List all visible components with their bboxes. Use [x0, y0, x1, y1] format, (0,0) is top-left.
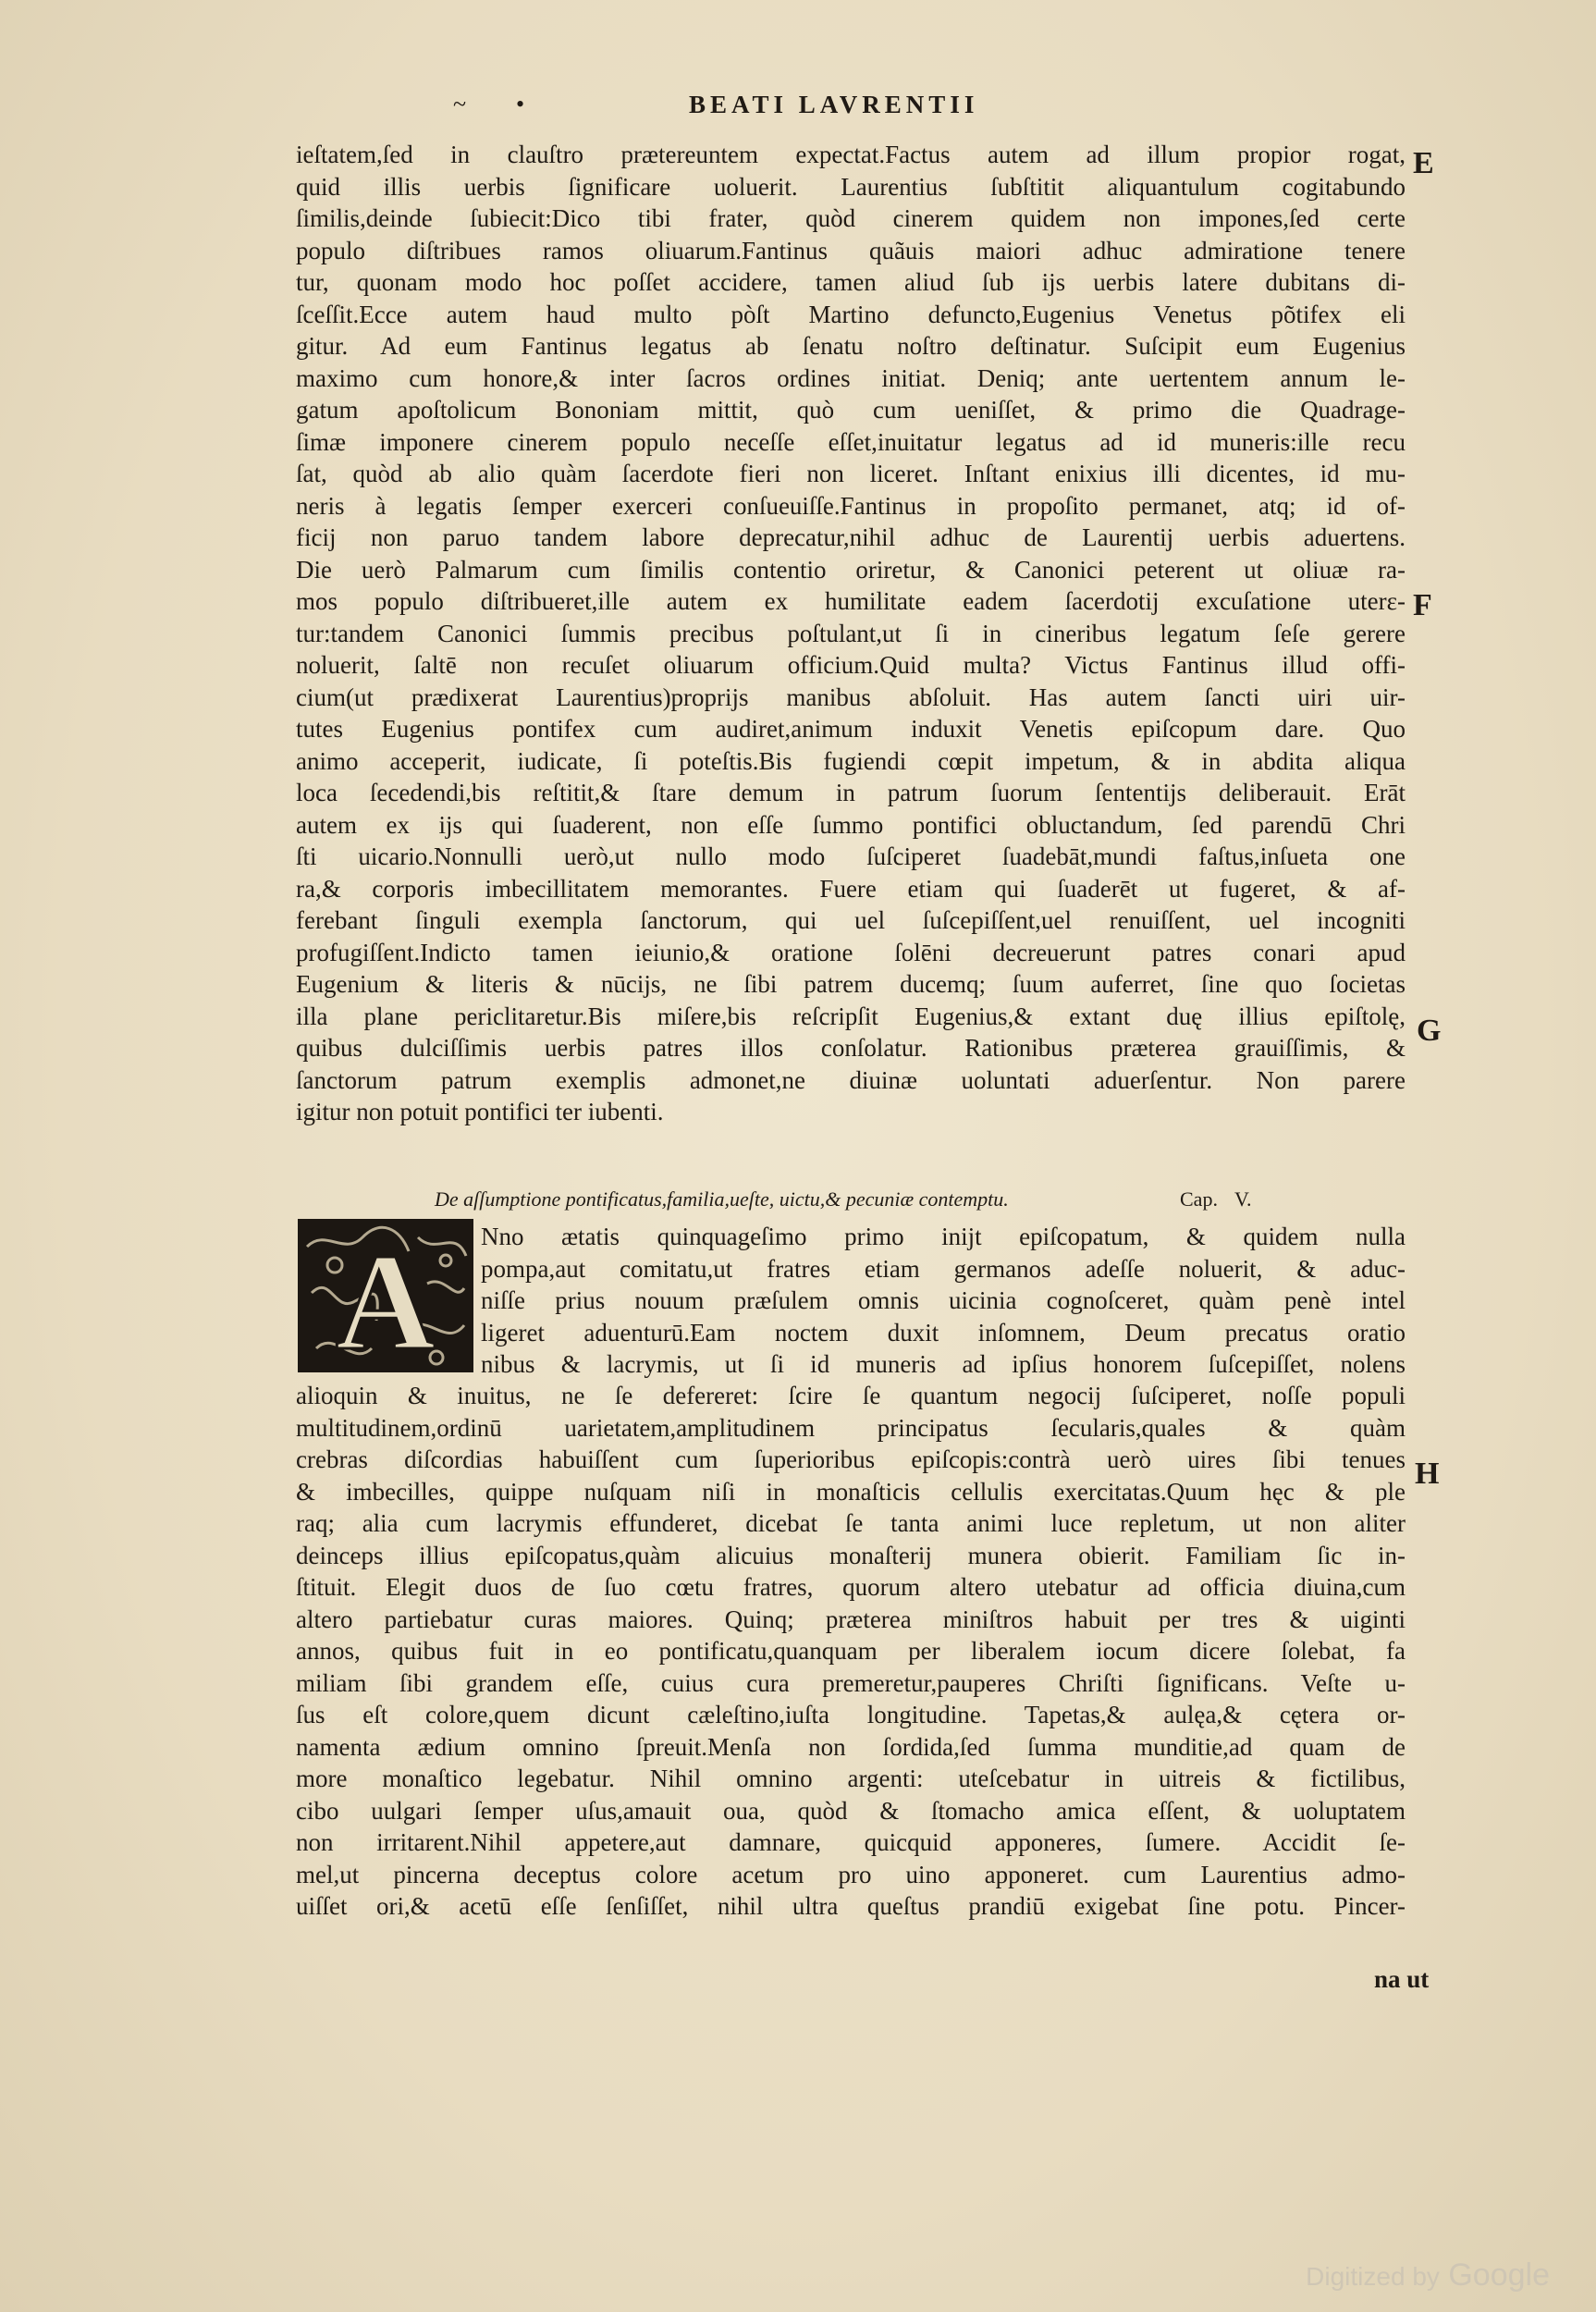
text-line: ſat, quòd ab alio quàm ſacerdote fieri non liceret. Inſtant enixius illi dicentes, id mu-	[296, 460, 1406, 487]
chapter-text	[296, 1380, 1406, 1923]
text-line: maximo cum honore,& inter ſacros ordines initiat. Deniq; ante uertentem annum le-	[296, 363, 1406, 392]
margin-letter-h: H	[1415, 1457, 1440, 1491]
text-line: ſimæ imponere cinerem populo neceſſe eſſet,inuitatur legatus ad id muneris:ille recu	[296, 427, 1406, 456]
text-line: miliam ſibi grandem eſſe, cuius cura premeretur,pauperes Chriſti ſignificans. Veſte u-	[296, 1668, 1406, 1697]
text-line: cibo uulgari ſemper uſus,amauit oua, quòd & ſtomacho amica eſſent, & uoluptatem	[296, 1796, 1406, 1825]
text-line: Eugenium & literis & nūcijs, ne ſibi patrem ducemq; ſuum auferret, ſine quo ſocietas	[296, 970, 1406, 998]
text-line: ſimilis,deinde ſubiecit:Dico tibi frater, quòd cinerem quidem non impones,ſed certe	[296, 204, 1406, 232]
decorated-initial-art	[298, 1219, 473, 1372]
text-line: crebras diſcordias habuiſſent cum ſuperioribus epiſcopis:contrà uerò uires ſibi tenues	[296, 1445, 1406, 1473]
text-line: & imbecilles, quippe nuſquam niſi in monaſticis cellulis exercitatas.Quum hęc & ple	[296, 1477, 1406, 1506]
chapter-heading	[435, 1187, 1359, 1211]
text-line: profugiſſent.Indicto tamen ieiunio,& oratione ſolēni decreuerunt patres conari apud	[296, 938, 1406, 966]
text-line: quibus dulciſſimis uerbis patres illos conſolatur. Rationibus præterea grauiſſimis, &	[296, 1034, 1406, 1062]
text-line: ſceſſit.Ecce autem haud multo pòſt Martino defuncto,Eugenius Venetus põtifex eli	[296, 300, 1406, 328]
text-line: loca ſecedendi,bis reſtitit,& ſtare demum in patrum ſuorum ſententijs deliberauit. Erāt	[296, 779, 1406, 806]
text-line: namenta ædium omnino ſpreuit.Menſa non ſordida,ſed ſumma munditie,ad quam de	[296, 1732, 1406, 1761]
text-line: ferebant ſinguli exempla ſanctorum, qui uel ſuſcepiſſent,uel renuiſſent, uel incogniti	[296, 906, 1406, 934]
watermark-brand: Google	[1448, 2257, 1550, 2293]
chapter-opening-text	[481, 1221, 1406, 1381]
digitized-watermark	[1306, 2257, 1550, 2294]
text-line: autem ex ijs qui ſuaderent, non eſſe ſummo pontifici obluctandum, ſed parendū Chri	[296, 810, 1406, 839]
text-line: ficij non paruo tandem labore deprecatur,nihil adhuc de Laurentij uerbis aduertens.	[296, 523, 1406, 551]
running-head-mark: •	[516, 91, 527, 117]
text-line: populo diſtribues ramos oliuarum.Fantinus quãuis maiori adhuc admiratione tenere	[296, 236, 1406, 264]
text-line: niſſe prius nouum præſulem omnis uicinia cognoſceret, quàm penè intel	[481, 1286, 1406, 1314]
catchword: na ut	[1374, 1965, 1430, 1993]
text-line: altero partiebatur curas maiores. Quinq; præterea miniſtros habuit per tres & uiginti	[296, 1605, 1406, 1633]
text-line: mos populo diſtribueret,ille autem ex humilitate eadem ſacerdotij excuſatione uterε-	[296, 587, 1406, 615]
chapter-title: De aſſumptione pontificatus,familia,ueſte, uictu,& pecuniæ contemptu.	[435, 1187, 1009, 1211]
text-line: non irritarent.Nihil appetere,aut damnare, quicquid apponeres, ſumere. Accidit ſe-	[296, 1828, 1406, 1856]
text-line: cium(ut prædixerat Laurentius)proprijs manibus abſoluit. Has autem ſancti uiri uir-	[296, 683, 1406, 711]
text-line: multitudinem,ordinū uarietatem,amplitudinem principatus ſecularis,quales & quàm	[296, 1413, 1406, 1442]
text-line: gatum apoſtolicum Bononiam mittit, quò cum ueniſſet, & primo die Quadrage-	[296, 396, 1406, 424]
text-line: Nno ætatis quinquageſimo primo inijt epiſcopatum, & quidem nulla	[481, 1223, 1406, 1250]
text-line: ſti uicario.Nonnulli uerò,ut nullo modo ſuſciperet ſuadebāt,mundi faſtus,inſueta one	[296, 842, 1406, 870]
cap-number: V.	[1234, 1187, 1252, 1211]
text-line: ieſtatem,ſed in clauſtro prætereuntem expectat.Factus autem ad illum propior rogat,	[296, 141, 1406, 168]
text-line: deinceps illius epiſcopatus,quàm alicuius monaſterij munera obierit. Familiam ſic in-	[296, 1541, 1406, 1569]
text-line: ligeret aduenturū.Eam noctem duxit inſomnem, Deum precatus oratio	[481, 1318, 1406, 1347]
text-line: igitur non potuit pontifici ter iubenti.	[296, 1098, 664, 1125]
running-head-title: BEATI LAVRENTII	[689, 91, 979, 118]
text-line: tur:tandem Canonici ſummis precibus poſtulant,ut ſi in cineribus legatum ſeſe gerere	[296, 619, 1406, 647]
text-line: annos, quibus fuit in eo pontificatu,quanquam per liberalem iocum dicere ſolebat, fa	[296, 1637, 1406, 1665]
text-line: alioquin & inuitus, ne ſe defereret: ſcire ſe quantum negocij ſuſciperet, noſſe populi	[296, 1382, 1406, 1409]
body-text	[296, 139, 1406, 1128]
decorated-initial	[298, 1219, 473, 1372]
margin-letter-e: E	[1413, 146, 1434, 180]
chapter-number	[1180, 1187, 1269, 1211]
text-line: illa plane periclitaretur.Bis miſere,bis reſcripſit Eugenius,& extant duę illius epiſtolę,	[296, 1002, 1406, 1030]
text-line: tur, quonam modo hoc poſſet accidere, tamen aliud ſub ijs uerbis latere dubitans di-	[296, 268, 1406, 296]
initial-letter: A	[335, 1225, 436, 1372]
text-line: tutes Eugenius pontifex cum audiret,animum induxit Venetis epiſcopum dare. Quo	[296, 715, 1406, 743]
text-line: mel,ut pincerna deceptus colore acetum pro uino apponeret. cum Laurentius admo-	[296, 1860, 1406, 1888]
text-line: ſtituit. Elegit duos de ſuo cœtu fratres, quorum altero utebatur ad officia diuina,cum	[296, 1573, 1406, 1601]
watermark-prefix: Digitized by	[1306, 2262, 1440, 2291]
text-line: ra,& corporis imbecillitatem memorantes. Fuere etiam qui ſuaderēt ut fugeret, & af-	[296, 874, 1406, 903]
running-head-mark: ~	[453, 91, 469, 117]
text-line: quid illis uerbis ſignificare uoluerit. Laurentius ſubſtitit aliquantulum cogitabundo	[296, 172, 1406, 201]
text-line: noluerit, ſaltē non recuſet oliuarum officium.Quid multa? Victus Fantinus illud offi-	[296, 651, 1406, 679]
margin-letter-f: F	[1413, 588, 1432, 622]
text-line: gitur. Ad eum Fantinus legatus ab ſenatu noſtro deſtinatur. Suſcipit eum Eugenius	[296, 332, 1406, 360]
text-line: nibus & lacrymis, ut ſi id muneris ad ipſius honorem ſuſcepiſſet, nolens	[481, 1350, 1406, 1378]
text-line: pompa,aut comitatu,ut fratres etiam germanos adeſſe noluerit, & aduc-	[481, 1254, 1406, 1283]
text-line: neris à legatis ſemper exerceri conſueuiſſe.Fantinus in propoſito permanet, atq; id of-	[296, 491, 1406, 520]
text-line: uiſſet ori,& acetū eſſe ſenſiſſet, nihil ultra queſtus prandiū exigebat ſine potu. Pincer-	[296, 1892, 1406, 1920]
text-line: Die uerò Palmarum cum ſimilis contentio oriretur, & Canonici peterent ut oliuæ ra-	[296, 555, 1406, 584]
margin-letter-g: G	[1417, 1014, 1442, 1048]
text-line: ſanctorum patrum exemplis admonet,ne diuinæ uoluntati aduerſentur. Non parere	[296, 1065, 1406, 1094]
text-line: ſus eſt colore,quem dicunt cæleſtino,iuſta longitudine. Tapetas,& aulęa,& cętera or-	[296, 1701, 1406, 1728]
text-line: more monaſtico legebatur. Nihil omnino argenti: uteſcebatur in uitreis & fictilibus,	[296, 1765, 1406, 1792]
text-line: raq; alia cum lacrymis effunderet, dicebat ſe tanta animi luce repletum, ut non aliter	[296, 1509, 1406, 1537]
text-line: animo acceperit, iudicate, ſi poteſtis.Bis fugiendi cœpit impetum, & in abdita aliqua	[296, 746, 1406, 775]
cap-label: Cap.	[1180, 1187, 1218, 1211]
